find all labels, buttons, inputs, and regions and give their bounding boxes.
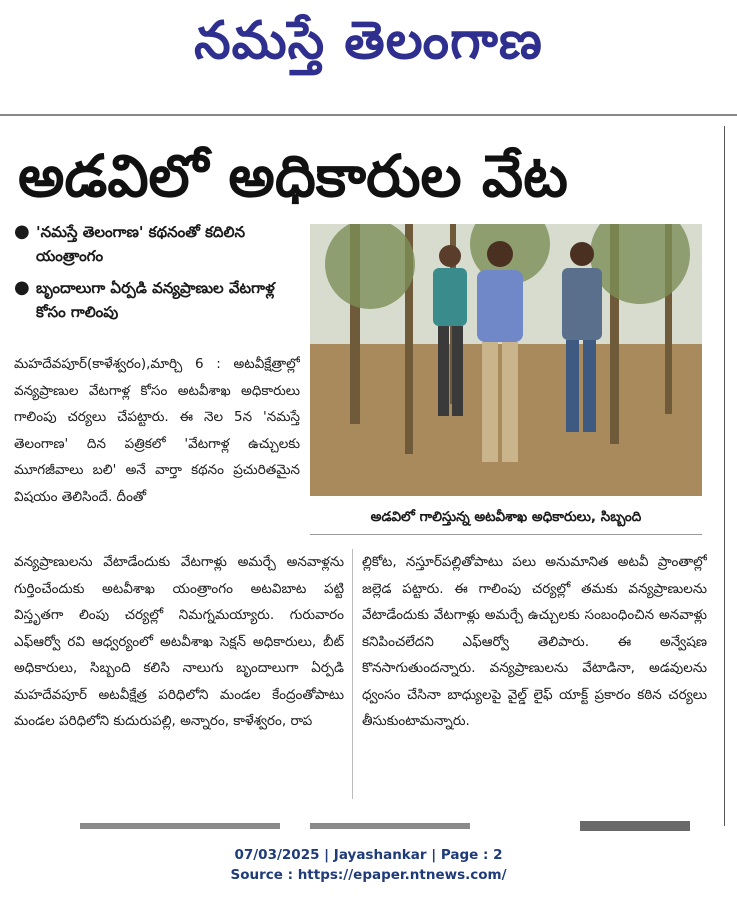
highlight-item <box>14 220 299 268</box>
article-body-column-1: వన్యప్రాణులను వేటాడేందుకు వేటగాళ్లు అమర్చే అనవాళ్లను గుర్తించేందుకు అటవీశాఖ యంత్రాంగం అటవిబాట పట్టి విస్తృతగా లింపు చర్యల్లో నిమగ్నమయ్యారు. గురువారం ఎఫ్ఆర్వో రవి ఆధ్వర్యంలో అటవీశాఖ సెక్షన్ అధికారులు, బీట్ అధికారులు, సిబ్బంది కలిసి నాలుగు బృందాలుగా ఏర్పడి మహదేవపూర్ అటవీక్షేత్ర పరిధిలోని మండల కేంద్రంతోపాటు మండల పరిధిలోని కుదురుపల్లి, అన్నారం, కాళేశ్వరం, రాప <box>14 554 344 729</box>
newspaper-logo: నమస్తే తెలంగాణ <box>194 11 543 71</box>
bullet-icon: ● <box>14 221 30 242</box>
article-headline: అడవిలో అధికారుల వేట <box>18 142 568 210</box>
cropped-text-fragment <box>60 819 710 832</box>
article-body-column-2: ల్లికోట, నస్తూర్‌పల్లితోపాటు పలు అనుమానిత అటవీ ప్రాంతాల్లో జల్లెడ పట్టారు. ఈ గాలింపు చర్యల్లో తమకు వన్యప్రాణులను వేటాడేందుకు వేటగాళ్లు అమర్చే ఉచ్చులకు సంబంధించిన అనవాళ్లు కనిపించలేదని ఎఫ్ఆర్వో తెలిపారు. ఈ అన్వేషణ కొనసాగుతుందన్నారు. వన్యప్రాణులను వేటాడినా, అడవులను ధ్వంసం చేసినా బాధ్యులపై వైల్డ్ లైఫ్ యాక్ట్ ప్రకారం కఠిన చర్యలు తీసుకుంటామన్నారు. <box>362 554 707 729</box>
highlight-item <box>14 276 299 324</box>
bullet-icon: ● <box>14 277 30 298</box>
text-column-divider <box>352 549 353 799</box>
highlights-list <box>14 220 299 332</box>
article-photo <box>310 224 702 496</box>
masthead <box>0 0 737 85</box>
article-body-intro: మహదేవపూర్(కాళేశ్వరం),మార్చి 6 : అటవీక్షేత్రాల్లో వన్యప్రాణుల వేటగాళ్ల కోసం అటవీశాఖ అధికారులు గాలింపు చర్యలు చేపట్టారు. ఈ నెల 5న 'నమస్తే తెలంగాణ' దిన పత్రికలో 'వేటగాళ్ల ఉచ్చులకు మూగజీవాలు బలి' అనే వార్తా కథనం ప్రచురితమైన విషయం తెలిసిందే. దీంతో <box>14 356 300 505</box>
forest-photo-illustration <box>310 224 702 496</box>
photo-caption: అడవిలో గాలిస్తున్న అటవీశాఖ అధికారులు, సిబ్బంది <box>310 500 702 535</box>
footer-source-link[interactable]: Source : https://epaper.ntnews.com/ <box>230 867 507 883</box>
column-divider <box>724 126 725 826</box>
highlight-text: 'నమస్తే తెలంగాణ' కథనంతో కదిలిన యంత్రాంగం <box>36 223 246 265</box>
highlight-text: బృందాలుగా ఏర్పడి వన్యప్రాణుల వేటగాళ్ల కోసం గాలింపు <box>36 279 275 321</box>
cropped-next-article-strip <box>60 818 710 832</box>
footer-edition-info: 07/03/2025 | Jayashankar | Page : 2 <box>234 847 503 863</box>
top-divider <box>0 114 737 116</box>
